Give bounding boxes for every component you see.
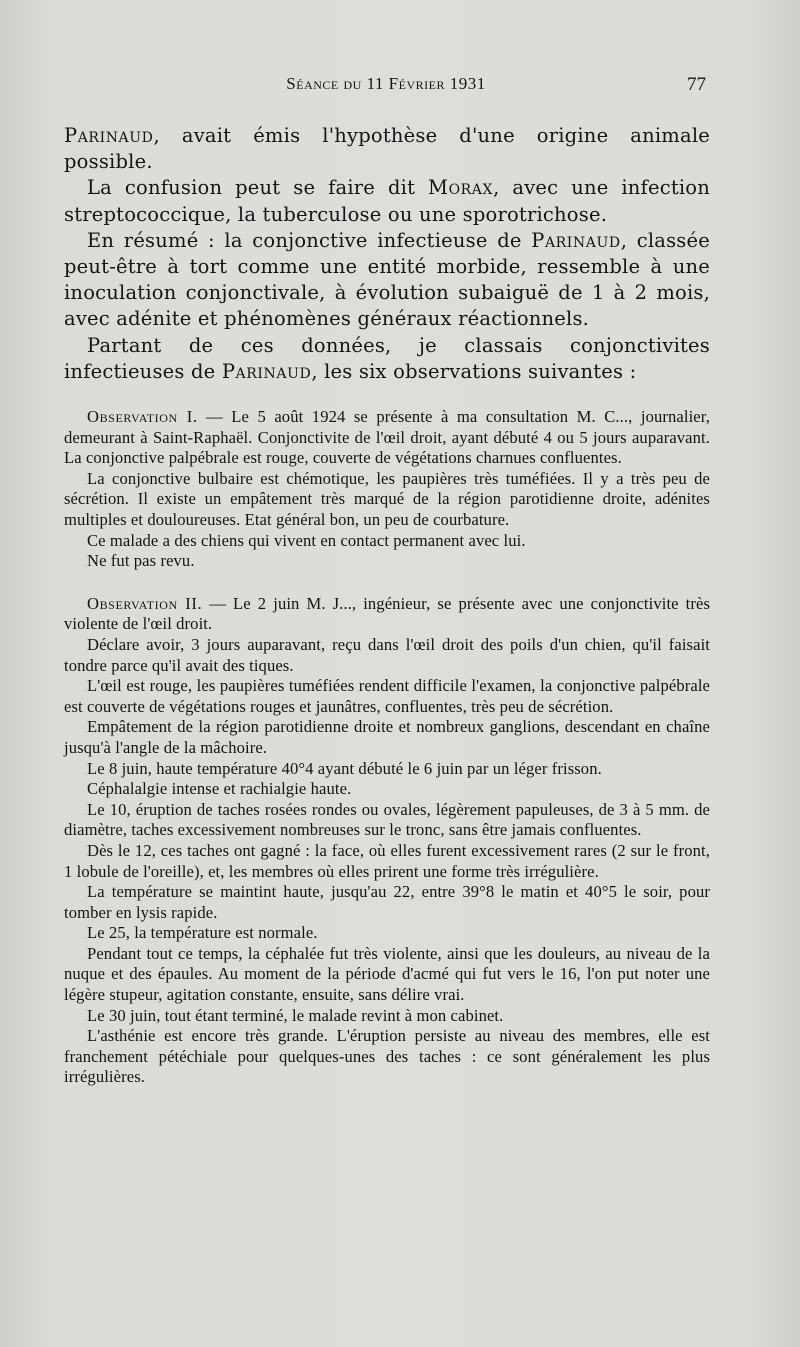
text-run: Empâtement de la région parotidienne droite et nombreux ganglions, descendant en chaîne jusqu'à l'angle de la mâchoire. xyxy=(64,717,710,757)
text-run: — Le 2 juin M. J..., ingénieur, se présente avec une conjonctivite très violente de l'œil droit. xyxy=(64,593,711,634)
observation-paragraph xyxy=(64,717,710,758)
observation-paragraph xyxy=(64,800,710,841)
text-run: , les six observations suivantes : xyxy=(311,359,637,383)
text-run: L'asthénie est encore très grande. L'éruption persiste au niveau des membres, elle est franchement pétéchiale pour quelques-unes des taches : ce sont généralement les plus irrégulières. xyxy=(64,1026,710,1087)
observation-paragraph xyxy=(64,841,710,882)
observation-paragraph xyxy=(64,407,710,469)
observation-paragraph xyxy=(64,635,710,676)
observations-section xyxy=(64,407,710,1088)
intro-paragraph xyxy=(64,175,710,227)
text-run: , avait émis l'hypothèse d'une origine animale possible. xyxy=(64,124,710,174)
observation-paragraph xyxy=(64,594,710,635)
text-run: Le 8 juin, haute température 40°4 ayant débuté le 6 juin par un léger frisson. xyxy=(87,758,602,778)
observation-paragraph xyxy=(64,944,710,1006)
small-caps-name: Parinaud xyxy=(221,359,312,383)
observation-paragraph xyxy=(64,759,710,780)
text-run: Dès le 12, ces taches ont gagné : la face, où elles furent excessivement rares (2 sur le front, 1 lobule de l'oreille), et, les membres où elles prirent une forme très irrégulière. xyxy=(64,840,710,881)
text-run: , avec une infection streptococcique, la tuberculose ou une sporotrichose. xyxy=(64,176,710,226)
intro-paragraph xyxy=(64,228,710,333)
observation-paragraph xyxy=(64,1006,710,1027)
small-caps-name: Observation II. xyxy=(87,593,203,613)
observation-paragraph xyxy=(64,531,710,552)
observation-block xyxy=(64,594,710,1088)
observation-paragraph xyxy=(64,551,710,572)
text-run: Déclare avoir, 3 jours auparavant, reçu dans l'œil droit des poils d'un chien, qu'il faisait tondre parce qu'il avait des tiques. xyxy=(64,634,710,675)
intro-section xyxy=(64,123,710,385)
small-caps-name: Parinaud xyxy=(531,228,621,252)
intro-paragraph xyxy=(64,333,710,385)
text-run: La température se maintint haute, jusqu'au 22, entre 39°8 le matin et 40°5 le soir, pour tomber en lysis rapide. xyxy=(64,882,710,922)
text-run: La conjonctive bulbaire est chémotique, les paupières très tuméfiées. Il y a très peu de sécrétion. Il existe un empâtement très marqué de la région parotidienne droite, adénites multiples et douloureuses. Etat général bon, un peu de courbature. xyxy=(64,468,710,529)
observation-paragraph xyxy=(64,923,710,944)
text-run: En résumé : la conjonctive infectieuse de xyxy=(87,228,532,252)
text-run: L'œil est rouge, les paupières tuméfiées rendent difficile l'examen, la conjonctive palpébrale est couverte de végétations rouges et jaunâtres, confluentes, très peu de sécrétion. xyxy=(64,676,710,716)
page-header xyxy=(66,74,706,102)
observation-paragraph xyxy=(64,469,710,531)
observation-paragraph xyxy=(64,1026,710,1088)
small-caps-name: Morax xyxy=(428,176,494,200)
text-run: Céphalalgie intense et rachialgie haute. xyxy=(87,779,352,799)
observation-paragraph xyxy=(64,779,710,800)
text-run: La confusion peut se faire dit xyxy=(87,176,429,200)
text-run: Ce malade a des chiens qui vivent en contact permanent avec lui. xyxy=(87,530,526,550)
text-run: Le 30 juin, tout étant terminé, le malade revint à mon cabinet. xyxy=(87,1005,504,1025)
text-run: — Le 5 août 1924 se présente à ma consultation M. C..., journalier, demeurant à Saint-Raphaël. Conjonctivite de l'œil droit, ayant débuté 4 ou 5 jours auparavant. La conjonctive palpébrale est rouge, couverte de végétations charnues confluentes. xyxy=(64,407,710,468)
text-run: Pendant tout ce temps, la céphalée fut très violente, ainsi que les douleurs, au niveau de la nuque et des épaules. Au moment de la période d'acmé qui fut vers le 16, l'on put noter une légère stupeur, agitation constante, ensuite, sans délire vrai. xyxy=(64,943,710,1005)
text-run: Partant de ces données, je classais conjonctivites infectieuses de xyxy=(64,333,710,383)
page-body xyxy=(64,123,710,1110)
observation-block xyxy=(64,407,710,572)
intro-paragraph xyxy=(64,123,710,175)
text-run: Ne fut pas revu. xyxy=(87,551,195,571)
small-caps-name: Parinaud xyxy=(64,124,154,147)
text-run: , classée peut-être à tort comme une entité morbide, ressemble à une inoculation conjonctivale, à évolution subaiguë de 1 à 2 mois, avec adénite et phénomènes généraux réactionnels. xyxy=(64,228,710,331)
text-run: Le 10, éruption de taches rosées rondes ou ovales, légèrement papuleuses, de 3 à 5 mm. de diamètre, taches excessivement nombreuses sur le tronc, sans être jamais confluentes. xyxy=(64,799,710,840)
text-run: Le 25, la température est normale. xyxy=(87,923,318,943)
observation-paragraph xyxy=(64,676,710,717)
small-caps-name: Observation I. xyxy=(87,407,198,427)
page-number: 77 xyxy=(687,74,706,95)
observation-paragraph xyxy=(64,882,710,923)
running-head: Séance du 11 Février 1931 xyxy=(286,74,486,93)
